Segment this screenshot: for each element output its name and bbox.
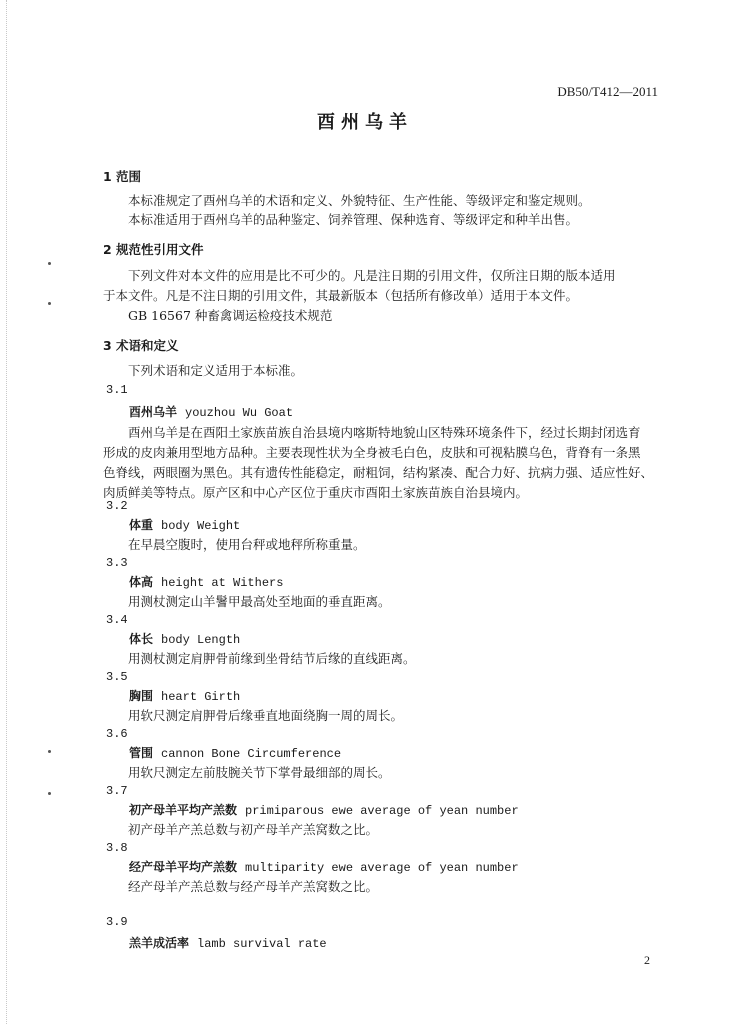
term-entry — [129, 573, 283, 590]
definition-line: 用测杖测定肩胛骨前缘到坐骨结节后缘的直线距离。 — [128, 651, 416, 666]
section-1-para-2: 本标准适用于酉州乌羊的品种鉴定、饲养管理、保种选育、等级评定和种羊出售。 — [128, 212, 579, 227]
definition-line: 形成的皮肉兼用型地方品种。主要表现性状为全身被毛白色，皮肤和可视粘膜乌色，背脊有一条黑 — [103, 445, 641, 460]
clause-number: 3.2 — [106, 499, 128, 513]
page-title: 酉州乌羊 — [317, 112, 413, 133]
term-zh: 酉州乌羊 — [129, 405, 178, 419]
definition-line: 酉州乌羊是在酉阳土家族苗族自治县境内喀斯特地貌山区特殊环境条件下，经过长期封闭选育 — [128, 425, 641, 440]
term-entry — [129, 801, 519, 818]
term-entry — [129, 403, 293, 420]
section-2-para-line-1: 下列文件对本文件的应用是比不可少的。凡是注日期的引用文件，仅所注日期的版本适用 — [128, 268, 616, 283]
term-entry — [129, 630, 240, 647]
scan-edge — [6, 0, 7, 1024]
term-en: body Weight — [161, 519, 241, 533]
clause-number: 3.5 — [106, 670, 128, 684]
clause-number: 3.9 — [106, 915, 128, 929]
term-en: body Length — [161, 633, 241, 647]
term-entry — [129, 858, 519, 875]
section-3-heading: 3 术语和定义 — [103, 338, 179, 353]
term-en: lamb survival rate — [197, 937, 327, 951]
scan-speck — [48, 750, 51, 753]
definition-line: 用软尺测定肩胛骨后缘垂直地面绕胸一周的周长。 — [128, 708, 404, 723]
definition-line: 初产母羊产羔总数与初产母羊产羔窝数之比。 — [128, 822, 379, 837]
term-zh: 胸围 — [129, 689, 154, 703]
term-en: youzhou Wu Goat — [185, 406, 294, 420]
scan-speck — [48, 262, 51, 265]
clause-number: 3.1 — [106, 383, 128, 397]
clause-number: 3.7 — [106, 784, 128, 798]
definition-line: 用软尺测定左前肢腕关节下掌骨最细部的周长。 — [128, 765, 391, 780]
page-number: 2 — [644, 953, 650, 967]
term-entry — [129, 934, 327, 951]
term-zh: 体重 — [129, 518, 154, 532]
term-en: height at Withers — [161, 576, 284, 590]
term-en: primiparous ewe average of yean number — [245, 804, 519, 818]
term-entry — [129, 687, 240, 704]
term-zh: 羔羊成活率 — [129, 936, 190, 950]
clause-number: 3.3 — [106, 556, 128, 570]
definition-line: 在早晨空腹时，使用台秤或地秤所称重量。 — [128, 537, 366, 552]
term-entry — [129, 744, 341, 761]
normative-reference: GB 16567 种畜禽调运检疫技术规范 — [128, 308, 333, 323]
term-zh: 管围 — [129, 746, 154, 760]
clause-number: 3.6 — [106, 727, 128, 741]
term-zh: 体长 — [129, 632, 154, 646]
definition-line: 经产母羊产羔总数与经产母羊产羔窝数之比。 — [128, 879, 379, 894]
definition-line: 色脊线，两眼圈为黑色。其有遗传性能稳定，耐粗饲，结构紧凑、配合力好、抗病力强、适应性好、 — [103, 465, 654, 480]
clause-number: 3.4 — [106, 613, 128, 627]
section-1-para-1: 本标准规定了酉州乌羊的术语和定义、外貌特征、生产性能、等级评定和鉴定规则。 — [128, 193, 591, 208]
scan-speck — [48, 302, 51, 305]
definition-line: 肉质鲜美等特点。原产区和中心产区位于重庆市酉阳土家族苗族自治县境内。 — [103, 485, 529, 500]
term-en: multiparity ewe average of yean number — [245, 861, 519, 875]
clause-number: 3.8 — [106, 841, 128, 855]
term-en: heart Girth — [161, 690, 241, 704]
document-number: DB50/T412—2011 — [557, 84, 658, 99]
section-3-intro: 下列术语和定义适用于本标准。 — [128, 363, 304, 378]
term-zh: 初产母羊平均产羔数 — [129, 803, 238, 817]
definition-line: 用测杖测定山羊鬐甲最高处至地面的垂直距离。 — [128, 594, 391, 609]
section-1-heading: 1 范围 — [103, 169, 142, 184]
term-en: cannon Bone Circumference — [161, 747, 342, 761]
term-zh: 体高 — [129, 575, 154, 589]
section-2-heading: 2 规范性引用文件 — [103, 242, 204, 257]
scan-speck — [48, 792, 51, 795]
term-zh: 经产母羊平均产羔数 — [129, 860, 238, 874]
section-2-para-line-2: 于本文件。凡是不注日期的引用文件，其最新版本（包括所有修改单）适用于本文件。 — [103, 288, 579, 303]
term-entry — [129, 516, 240, 533]
